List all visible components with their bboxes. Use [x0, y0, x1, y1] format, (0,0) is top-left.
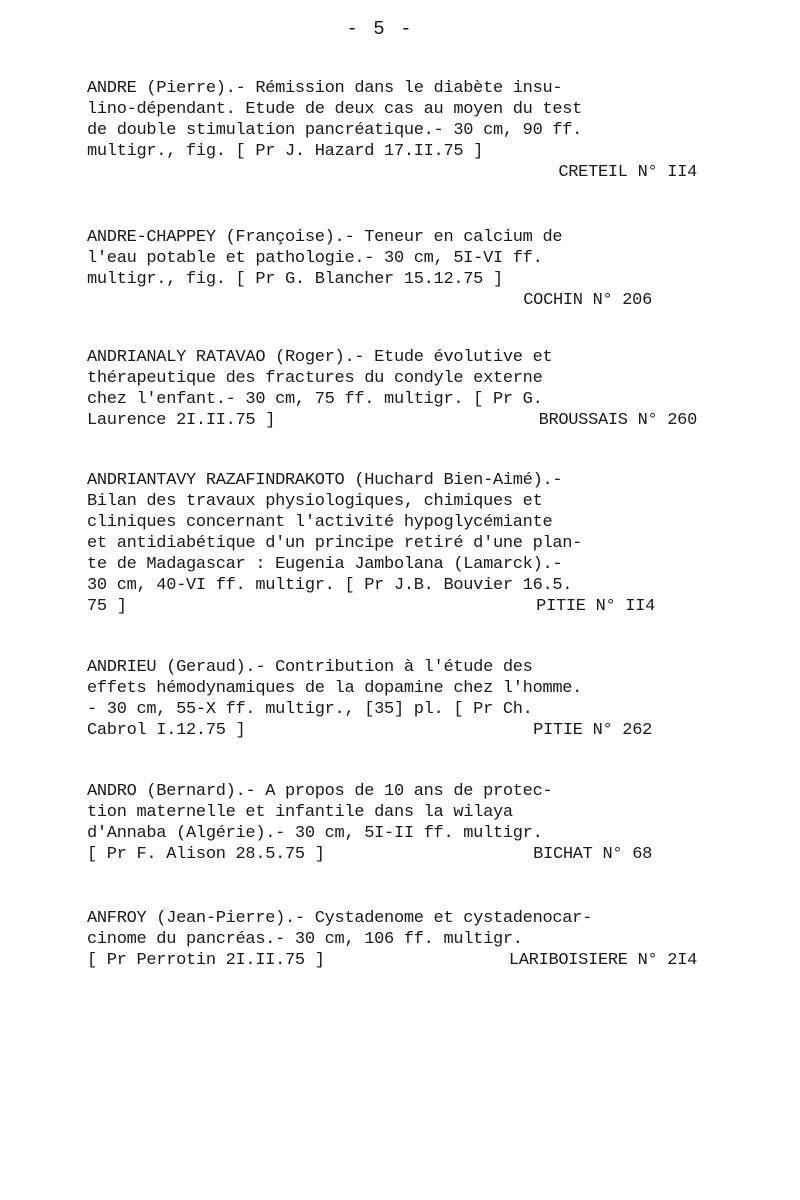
entry-last-line — [87, 950, 697, 971]
page-number: - 5 - — [346, 18, 414, 40]
entry-text-line: ANFROY (Jean-Pierre).- Cystadenome et cystadenocar- — [87, 909, 592, 928]
bibliography-entry — [87, 908, 697, 971]
entry-text-line: - 30 cm, 55-X ff. multigr., [35] pl. [ Pr Ch. — [87, 700, 533, 719]
entry-text-line: d'Annaba (Algérie).- 30 cm, 5I-II ff. multigr. — [87, 824, 543, 843]
entry-last-line — [87, 844, 697, 865]
entry-text-line: te de Madagascar : Eugenia Jambolana (Lamarck).- — [87, 555, 563, 574]
entry-location: PITIE N° 262 — [533, 721, 652, 740]
entry-text-line: tion maternelle et infantile dans la wilaya — [87, 803, 513, 822]
entry-text-line: Bilan des travaux physiologiques, chimiques et — [87, 492, 543, 511]
entry-last-line — [87, 720, 697, 741]
bibliography-entry — [87, 470, 697, 617]
entry-text-line: multigr., fig. [ Pr J. Hazard 17.II.75 ] — [87, 142, 484, 161]
bibliography-entry — [87, 657, 697, 741]
entry-text-line: multigr., fig. [ Pr G. Blancher 15.12.75 ] — [87, 270, 503, 289]
bibliography-entry — [87, 347, 697, 431]
entry-text-line: ANDRE (Pierre).- Rémission dans le diabète insu- — [87, 79, 563, 98]
entry-location: COCHIN N° 206 — [523, 291, 652, 310]
entry-text-line: 75 ] — [87, 597, 127, 616]
entry-text-line: chez l'enfant.- 30 cm, 75 ff. multigr. [ Pr G. — [87, 390, 543, 409]
entry-text-line: 30 cm, 40-VI ff. multigr. [ Pr J.B. Bouvier 16.5. — [87, 576, 573, 595]
entry-text-line: thérapeutique des fractures du condyle externe — [87, 369, 543, 388]
entry-location: PITIE N° II4 — [536, 597, 655, 616]
entry-text-line: ANDRO (Bernard).- A propos de 10 ans de protec- — [87, 782, 553, 801]
bibliography-entry — [87, 227, 697, 311]
entry-text-line: ANDRIANALY RATAVAO (Roger).- Etude évolutive et — [87, 348, 553, 367]
entry-last-line — [87, 410, 697, 431]
entry-text-line: et antidiabétique d'un principe retiré d'une plan- — [87, 534, 583, 553]
entry-text-line: ANDRIANTAVY RAZAFINDRAKOTO (Huchard Bien-Aimé).- — [87, 471, 563, 490]
entry-text-line: [ Pr Perrotin 2I.II.75 ] — [87, 951, 325, 970]
entry-text-line: Cabrol I.12.75 ] — [87, 721, 246, 740]
entry-text-line: de double stimulation pancréatique.- 30 cm, 90 ff. — [87, 121, 583, 140]
entry-text-line: Laurence 2I.II.75 ] — [87, 411, 276, 430]
entry-text-line: l'eau potable et pathologie.- 30 cm, 5I-VI ff. — [87, 249, 543, 268]
entry-text-line: ANDRIEU (Geraud).- Contribution à l'étude des — [87, 658, 533, 677]
entry-location: BICHAT N° 68 — [533, 845, 652, 864]
entry-location: BROUSSAIS N° 260 — [538, 411, 697, 430]
entry-text-line: effets hémodynamiques de la dopamine chez l'homme. — [87, 679, 583, 698]
entry-text-line: cinome du pancréas.- 30 cm, 106 ff. multigr. — [87, 930, 523, 949]
entry-text-line: ANDRE-CHAPPEY (Françoise).- Teneur en calcium de — [87, 228, 563, 247]
entry-location: CRETEIL N° II4 — [558, 163, 697, 182]
entry-text-line: [ Pr F. Alison 28.5.75 ] — [87, 845, 325, 864]
entry-location: LARIBOISIERE N° 2I4 — [508, 951, 697, 970]
entry-text-line: cliniques concernant l'activité hypoglycémiante — [87, 513, 553, 532]
entry-text-line: lino-dépendant. Etude de deux cas au moyen du test — [87, 100, 583, 119]
entry-last-line — [87, 596, 697, 617]
bibliography-entry — [87, 78, 697, 183]
bibliography-entry — [87, 781, 697, 865]
